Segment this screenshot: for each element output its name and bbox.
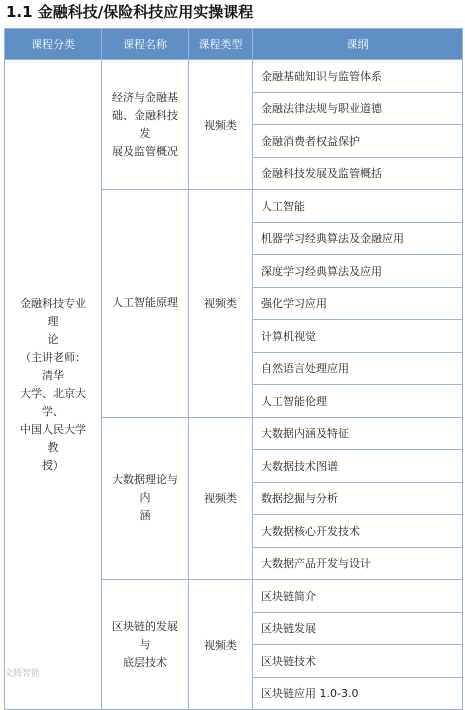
course-name-line: 底层技术 [123,655,167,669]
syllabus-chapter-cell: 大数据内涵及特征 [253,417,463,450]
category-text-line: 论 [47,332,59,346]
syllabus-chapter-cell: 金融基础知识与监管体系 [253,60,463,93]
watermark: 文腾智能 [4,669,41,679]
category-text-line: 金融科技专业理 [20,296,86,328]
table-header-row [5,29,463,60]
course-name-cell [102,580,189,710]
syllabus-chapter-cell: 区块链技术 [253,645,463,678]
course-type-cell: 视频类 [189,417,253,580]
category-text-line: 授） [42,458,64,472]
syllabus-chapter-cell: 区块链应用 1.0-3.0 [253,677,463,710]
syllabus-chapter-cell: 大数据技术图谱 [253,450,463,483]
course-name-line: 础、金融科技发 [112,108,178,140]
syllabus-chapter-cell: 大数据产品开发与设计 [253,547,463,580]
course-name-line: 大数据理论与内 [112,473,178,505]
syllabus-chapter-cell: 计算机视觉 [253,320,463,353]
course-type-cell: 视频类 [189,190,253,418]
syllabus-chapter-cell: 自然语言处理应用 [253,352,463,385]
category-text-line: 中国人民大学教 [20,422,86,454]
syllabus-chapter-cell: 区块链简介 [253,580,463,613]
syllabus-chapter-cell: 深度学习经典算法及应用 [253,255,463,288]
syllabus-chapter-cell: 区块链发展 [253,612,463,645]
header-course-type: 课程类型 [189,29,253,60]
course-type-cell: 视频类 [189,580,253,710]
syllabus-chapter-cell: 人工智能 [253,190,463,223]
header-category: 课程分类 [5,29,102,60]
syllabus-chapter-cell: 数据挖掘与分析 [253,482,463,515]
course-name-cell [102,417,189,580]
category-text-line: （主讲老师：清华 [20,350,86,382]
course-name-line: 区块链的发展与 [112,619,178,651]
header-syllabus: 课纲 [253,29,463,60]
syllabus-chapter-cell: 金融消费者权益保护 [253,125,463,158]
course-name-cell [102,60,189,190]
course-type-cell: 视频类 [189,60,253,190]
category-text-line: 大学、北京大学、 [20,386,86,418]
syllabus-chapter-cell: 强化学习应用 [253,287,463,320]
course-name-line: 展及监管概况 [112,144,178,158]
syllabus-chapter-cell: 金融科技发展及监管概括 [253,157,463,190]
syllabus-chapter-cell: 机器学习经典算法及金融应用 [253,222,463,255]
header-course-name: 课程名称 [102,29,189,60]
course-table [4,28,463,710]
page-title: 1.1 金融科技/保险科技应用实操课程 [6,3,254,21]
course-category-cell [5,60,102,710]
course-name-line: 涵 [139,509,151,523]
course-name-line: 人工智能原理 [112,296,178,310]
course-name-cell [102,190,189,418]
course-name-line: 经济与金融基 [112,90,178,104]
table-row [5,60,463,93]
syllabus-chapter-cell: 人工智能伦理 [253,385,463,418]
syllabus-chapter-cell: 大数据核心开发技术 [253,515,463,548]
syllabus-chapter-cell: 金融法律法规与职业道德 [253,92,463,125]
